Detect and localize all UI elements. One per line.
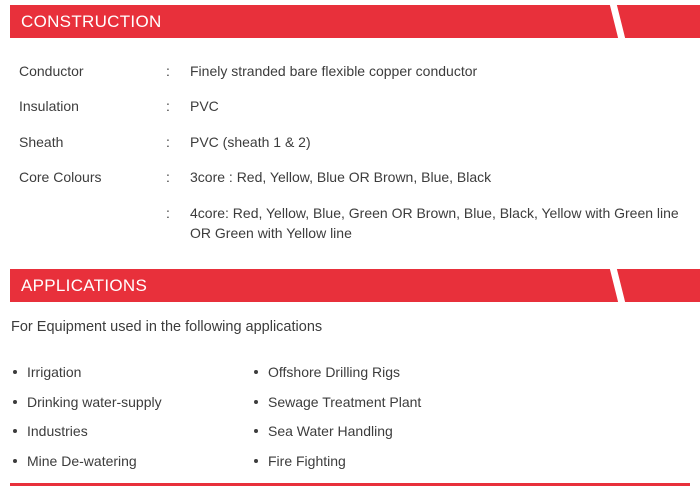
list-item [252, 451, 421, 481]
spec-separator: : [166, 63, 170, 79]
spec-separator: : [166, 169, 170, 185]
spec-separator: : [166, 205, 170, 221]
spec-value: 4core: Red, Yellow, Blue, Green OR Brown, Blue, Black, Yellow with Green line OR Green with Yellow line [190, 205, 679, 241]
spec-value: PVC [190, 98, 219, 114]
list-item [11, 421, 162, 451]
applications-header [10, 269, 700, 302]
bullet-icon [13, 429, 17, 433]
spec-label: Insulation [19, 98, 79, 114]
spec-separator: : [166, 134, 170, 150]
spec-label: Sheath [19, 134, 64, 150]
spec-value: PVC (sheath 1 & 2) [190, 134, 311, 150]
bullet-icon [254, 459, 258, 463]
list-item-label: Mine De-watering [27, 452, 137, 469]
bullet-icon [254, 429, 258, 433]
list-item-label: Offshore Drilling Rigs [268, 364, 401, 380]
list-item-label: Sewage Treatment Plant [268, 393, 422, 410]
spec-label: Conductor [19, 63, 84, 79]
list-item [252, 421, 421, 451]
applications-title: APPLICATIONS [21, 276, 148, 295]
list-item-label: Sea Water Handling [268, 423, 393, 439]
header-divider-slash [609, 267, 625, 304]
list-item-label: Fire Fighting [268, 452, 346, 469]
spec-value: Finely stranded bare flexible copper conductor [190, 63, 478, 79]
bullet-icon [13, 370, 17, 374]
bullet-icon [13, 400, 17, 404]
applications-list-left [11, 362, 162, 480]
bullet-icon [13, 459, 17, 463]
list-item [11, 362, 162, 392]
bullet-icon [254, 370, 258, 374]
spec-value: 3core : Red, Yellow, Blue OR Brown, Blue, Black [190, 169, 492, 185]
applications-intro: For Equipment used in the following applications [11, 319, 323, 335]
list-item-label: Irrigation [27, 364, 82, 380]
construction-header [10, 5, 700, 38]
construction-title: CONSTRUCTION [21, 12, 162, 31]
list-item [11, 392, 162, 422]
list-item [252, 362, 421, 392]
list-item [11, 451, 162, 481]
list-item [252, 392, 421, 422]
spec-separator: : [166, 98, 170, 114]
list-item-label: Industries [27, 423, 88, 439]
bullet-icon [254, 400, 258, 404]
spec-label: Core Colours [19, 169, 102, 185]
header-divider-slash [609, 3, 625, 40]
list-item-label: Drinking water-supply [27, 393, 162, 410]
applications-list-right [252, 362, 421, 480]
